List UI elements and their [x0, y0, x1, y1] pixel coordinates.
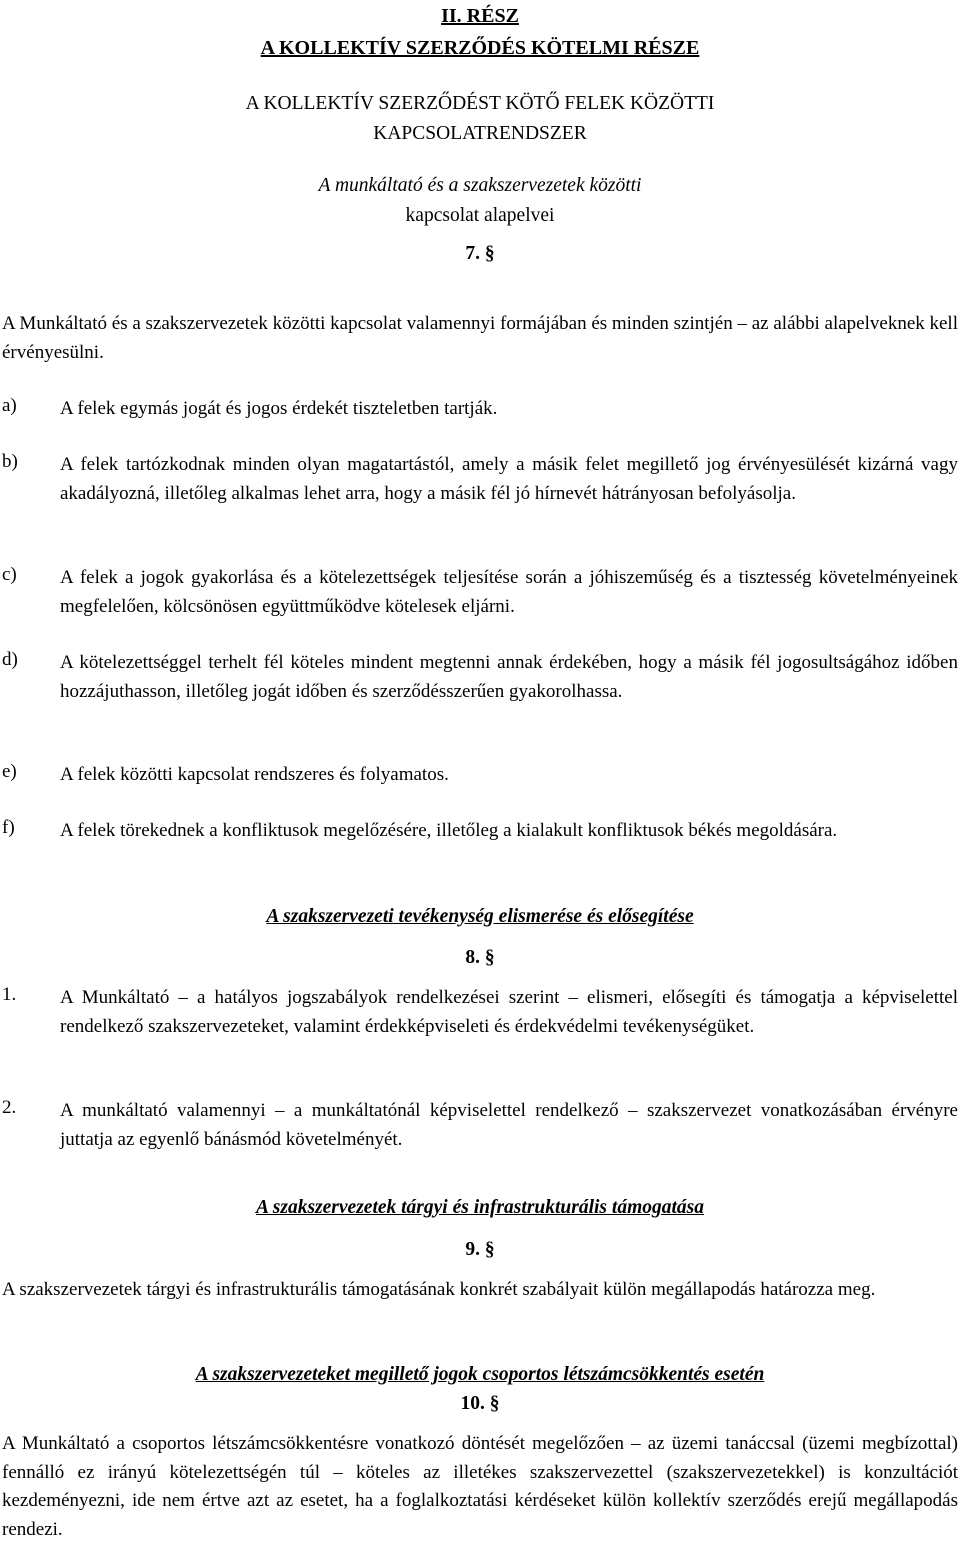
- list-item: [2, 451, 958, 508]
- list-text: A munkáltató valamennyi – a munkáltatónál képviselettel rendelkező – szakszervezet vonatkozásában érvényre juttatja az egyenlő bánásmód követelményét.: [60, 1100, 958, 1150]
- chapter-title-line1: A KOLLEKTÍV SZERZŐDÉST KÖTŐ FELEK KÖZÖTTI: [245, 93, 715, 114]
- list-item: [2, 1097, 958, 1154]
- list-item: [2, 564, 958, 621]
- list-text: A felek tartózkodnak minden olyan magatartástól, amely a másik felet megillető jog érvényesülését kizárná vagy akadályozná, illetőleg alkalmas lehet arra, hogy a másik fél jó hírnevét hátrányosan befolyásolja.: [60, 454, 958, 504]
- list-item: [2, 984, 958, 1041]
- list-marker: c): [2, 564, 17, 585]
- part-title: II. RÉSZ: [441, 5, 519, 27]
- list-text: A felek közötti kapcsolat rendszeres és folyamatos.: [60, 764, 449, 785]
- list-text: A felek egymás jogát és jogos érdekét tiszteletben tartják.: [60, 398, 498, 419]
- section-7-number: 7. §: [465, 243, 495, 264]
- list-item: [2, 761, 958, 790]
- section-8-number: 8. §: [465, 947, 495, 968]
- list-marker: d): [2, 649, 18, 670]
- section-9-number: 9. §: [465, 1239, 495, 1260]
- list-text: A kötelezettséggel terhelt fél köteles mindent megtenni annak érdekében, hogy a másik fél jogosultságához időben hozzájuthasson, illetőleg jogát időben és szerződésszerűen gyakorolhassa.: [60, 652, 958, 702]
- list-marker: 1.: [2, 984, 17, 1005]
- list-item: [2, 649, 958, 706]
- list-text: A Munkáltató – a hatályos jogszabályok rendelkezései szerint – elismeri, elősegíti és támogatja a képviselettel rendelkező szakszervezeteket, valamint érdekképviseleti és érdekvédelmi tevékenységüket.: [60, 987, 958, 1037]
- list-marker: a): [2, 395, 17, 416]
- section-10-text: A Munkáltató a csoportos létszámcsökkentésre vonatkozó döntését megelőzően – az üzemi tanáccsal (üzemi megbízottal) fennálló ez irányú kötelezettségén túl – köteles az illetékes szakszervezettel (szakszervezetekkel) is konzultációt kezdeményezni, ide nem értve azt az esetet, ha a foglalkoztatási kérdéseket külön kollektív szerződés erejű megállapodás rendezi.: [2, 1433, 958, 1540]
- list-item: [2, 395, 958, 424]
- list-text: A felek a jogok gyakorlása és a kötelezettségek teljesítése során a jóhiszeműség és a tisztesség követelményeinek megfelelően, kölcsönösen együttműködve kötelesek eljárni.: [60, 567, 958, 617]
- sub-title-line1: A munkáltató és a szakszervezetek közötti: [318, 175, 642, 196]
- part-subtitle: A KOLLEKTÍV SZERZŐDÉS KÖTELMI RÉSZE: [260, 37, 700, 59]
- list-text: A felek törekednek a konfliktusok megelőzésére, illetőleg a kialakult konfliktusok békés megoldására.: [60, 820, 838, 841]
- section-10-number: 10. §: [460, 1393, 500, 1414]
- section-9-heading: A szakszervezetek tárgyi és infrastrukturális támogatása: [255, 1197, 704, 1218]
- list-marker: 2.: [2, 1097, 17, 1118]
- chapter-title-line2: KAPCSOLATRENDSZER: [373, 123, 587, 144]
- list-item: [2, 817, 958, 846]
- section-8-heading: A szakszervezeti tevékenység elismerése és elősegítése: [266, 906, 694, 927]
- list-marker: b): [2, 451, 18, 472]
- section-9-text: A szakszervezetek tárgyi és infrastrukturális támogatásának konkrét szabályait külön megállapodás határozza meg.: [2, 1279, 876, 1300]
- section-10-heading: A szakszervezeteket megillető jogok csoportos létszámcsökkentés esetén: [195, 1364, 765, 1385]
- list-marker: e): [2, 761, 17, 782]
- list-marker: f): [2, 817, 15, 838]
- section-7-intro: A Munkáltató és a szakszervezetek közötti kapcsolat valamennyi formájában és minden szintjén – az alábbi alapelveknek kell érvényesülni.: [2, 313, 958, 363]
- sub-title-line2: kapcsolat alapelvei: [405, 205, 555, 226]
